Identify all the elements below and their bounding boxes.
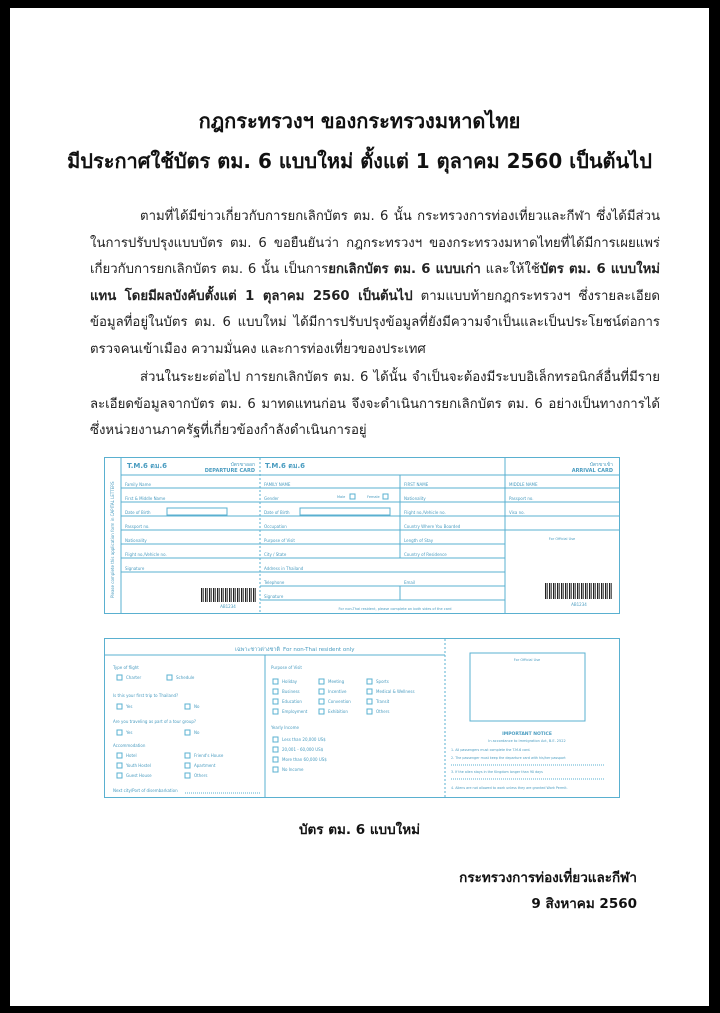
- paragraph-1: [90, 204, 660, 363]
- p1-text-d: ตามแบบท้ายกฎกระทรวงฯ ซึ่งรายละเอียดข้อมูลที่อยู่ในบัตร ตม. 6 แบบใหม่ ได้มีการปรับปรุงข้อมูลที่ยังมีความจำเป็นและเป็นประโยชน์ต่อการตรวจคนเข้าเมือง ความมั่นคง และการท่องเที่ยวของประเทศ: [90, 288, 660, 357]
- arr-purpose: Purpose of Visit: [264, 538, 295, 543]
- dep-passport: Passport no.: [125, 524, 150, 529]
- dep-family-name: Family Name: [125, 482, 151, 487]
- arr-signature: Signature: [264, 594, 284, 599]
- arr-residence: Country of Residence: [404, 552, 447, 557]
- pv-employment: Employment: [282, 709, 308, 714]
- back-header: For non-Thai resident only: [283, 647, 355, 653]
- side-note: Please complete this application form in CAPITAL LETTERS: [110, 481, 115, 598]
- p1-bold-2: บัตร ตม. 6 แบบใหม่ แทน โดยมีผลบังคับตั้งแต่ 1 ตุลาคม 2560 เป็นต้นไป: [90, 262, 660, 304]
- tour-no: No: [194, 730, 200, 735]
- back-left-column: [112, 665, 260, 793]
- next-city: Next city/Port of disembarkation: [113, 788, 178, 793]
- notice-2: 2. The passenger must keep the departure card with his/her passport: [451, 756, 566, 760]
- first-trip: Is this your first trip to Thailand?: [113, 693, 179, 698]
- arr-country-boarded: Country Where You Boarded: [404, 524, 461, 529]
- pv-holiday: Holiday: [282, 679, 298, 684]
- charter: Charter: [126, 675, 142, 680]
- signature-date: 9 สิงหาคม 2560: [531, 896, 637, 912]
- right-passport: Passport no.: [509, 496, 534, 501]
- arrival-right-block: [505, 482, 619, 607]
- arr-male: Male: [337, 495, 346, 499]
- document-page: [10, 8, 709, 1006]
- tm6-right-title: T.M.6 ตม.6: [265, 462, 305, 470]
- footer-note: For non-Thai resident, please complete on both sides of the card: [338, 607, 452, 611]
- dep-nationality: Nationality: [125, 538, 147, 543]
- back-middle-column: [270, 665, 415, 772]
- tm6-card-back: [104, 638, 620, 798]
- tm6-card-front: [104, 457, 620, 614]
- first-trip-no: No: [194, 704, 200, 709]
- arr-email: Email: [404, 580, 416, 585]
- schedule: Schedule: [176, 675, 195, 680]
- signature-org: กระทรวงการท่องเที่ยวและกีฬา: [459, 870, 637, 886]
- income-3: More than 60,000 US$: [282, 757, 327, 762]
- arr-flight: Flight no./Vehicle no.: [404, 510, 446, 515]
- notice-1: 1. All passengers must complete the T.M.6 card.: [451, 748, 531, 752]
- acc-friends-house: Friend's House: [194, 753, 224, 758]
- pv-incentive: Incentive: [328, 689, 347, 694]
- arrival-th: บัตรขาเข้า: [589, 462, 613, 468]
- p1-text-c: และให้ใช้: [480, 262, 540, 277]
- arr-telephone: Telephone: [264, 580, 285, 585]
- arrival-en: ARRIVAL CARD: [571, 468, 613, 474]
- notice-title: IMPORTANT NOTICE: [502, 732, 552, 737]
- pv-business: Business: [282, 689, 300, 694]
- arr-nationality: Nationality: [404, 496, 426, 501]
- departure-en: DEPARTURE CARD: [204, 468, 255, 474]
- notice-4: 4. Aliens are not allowed to work unless they are granted Work Permit.: [451, 786, 568, 790]
- pv-exhibition: Exhibition: [328, 709, 348, 714]
- pv-education: Education: [282, 699, 302, 704]
- acc-youth-hostel: Youth Hostel: [126, 763, 151, 768]
- back-official-use: For Official Use: [513, 658, 541, 662]
- dep-dob: Date of Birth: [125, 510, 151, 515]
- departure-th: บัตรขาออก: [230, 462, 255, 468]
- pv-others: Others: [376, 709, 390, 714]
- acc-guest-house: Guest House: [126, 773, 152, 778]
- dep-flight: Flight no./Vehicle no.: [125, 552, 167, 557]
- pv-convention: Convention: [328, 699, 351, 704]
- arr-occupation: Occupation: [264, 524, 287, 529]
- notice-3: 3. If the alien stays in the Kingdom longer than 90 days: [451, 770, 543, 774]
- serial-right: AB1234: [571, 602, 587, 607]
- arr-city-state: City / State: [264, 552, 287, 557]
- dep-first-middle: First & Middle Name: [125, 496, 166, 501]
- pv-medical: Medical & Wellness: [376, 689, 415, 694]
- notice-sub: In accordance to Immigration Act, B.E. 2522: [488, 739, 566, 743]
- arr-family-name: FAMILY NAME: [264, 482, 291, 487]
- income-2: 20,001 - 60,000 US$: [282, 747, 324, 752]
- right-middle-name: MIDDLE NAME: [509, 482, 538, 487]
- departure-barcode: [200, 588, 256, 609]
- acc-others: Others: [194, 773, 208, 778]
- serial-left: AB1234: [220, 604, 236, 609]
- tm6-front-form: [105, 458, 619, 613]
- acc-hotel: Hotel: [126, 753, 137, 758]
- title-line-2: มีประกาศใช้บัตร ตม. 6 แบบใหม่ ตั้งแต่ 1 ตุลาคม 2560 เป็นต้นไป: [67, 149, 652, 173]
- figure-caption: บัตร ตม. 6 แบบใหม่: [298, 822, 421, 838]
- tour-group: Are you traveling as part of a tour group?: [113, 719, 197, 724]
- arr-length-of-stay: Length of Stay: [404, 538, 434, 543]
- paragraph-2: ส่วนในระยะต่อไป การยกเลิกบัตร ตม. 6 ได้นั้น จำเป็นจะต้องมีระบบอิเล็กทรอนิกส์อื่นที่มีรายละเอียดข้อมูลจากบัตร ตม. 6 มาทดแทนก่อน จึงจะดำเนินการยกเลิกบัตร ตม. 6 อย่างเป็นทางการได้ ซึ่งหน่วยงานภาครัฐที่เกี่ยวข้องกำลังดำเนินการอยู่: [90, 370, 660, 438]
- first-trip-yes: Yes: [126, 704, 133, 709]
- tm6-left-title: T.M.6 ตม.6: [127, 462, 167, 470]
- accommodation: Accommodation: [113, 743, 146, 748]
- arrival-fields: [260, 475, 505, 611]
- arr-first-name: FIRST NAME: [404, 482, 429, 487]
- pv-transit: Transit: [376, 699, 390, 704]
- dep-signature: Signature: [125, 566, 145, 571]
- arr-dob: Date of Birth: [264, 510, 290, 515]
- yearly-income: Yearly Income: [271, 725, 299, 730]
- pv-sports: Sports: [376, 679, 389, 684]
- right-visa: Visa no.: [509, 510, 525, 515]
- departure-fields: [121, 482, 260, 572]
- p1-bold-1: ยกเลิกบัตร ตม. 6 แบบเก่า: [328, 262, 481, 277]
- no-income: No Income: [282, 767, 304, 772]
- pv-meeting: Meeting: [328, 679, 345, 684]
- purpose-of-visit: Purpose of Visit: [271, 665, 302, 670]
- arr-female: Female: [367, 495, 380, 499]
- type-of-flight: Type of flight: [113, 665, 139, 670]
- right-official-use: For Official Use: [548, 537, 576, 541]
- title-line-1: กฎกระทรวงฯ ของกระทรวงมหาดไทย: [198, 109, 521, 133]
- arr-address: Address in Thailand: [264, 566, 304, 571]
- back-right-column: [451, 653, 605, 790]
- back-header-th: เฉพาะชาวต่างชาติ: [235, 647, 280, 653]
- tour-yes: Yes: [126, 730, 133, 735]
- acc-apartment: Apartment: [194, 763, 216, 768]
- p1-text-a: ตามที่ได้มีข่าวเกี่ยวกับการยกเลิกบัตร ตม. 6 นั้น กระทรวงการท่องเที่ยวและกีฬา ซึ่งได้มีส่วนในการปรับปรุงแบบบัตร ตม. 6 ขอยืนยันว่า กฎกระทรวงฯ ของกระทรวงมหาดไทยที่ได้มีการเผยแพร่เกี่ยวกับการยกเลิกบัตร ตม. 6 นั้น เป็นการ: [90, 209, 660, 277]
- tm6-back-form: [105, 639, 619, 797]
- income-1: Less than 20,000 US$: [282, 737, 326, 742]
- arr-gender: Gender: [264, 496, 279, 501]
